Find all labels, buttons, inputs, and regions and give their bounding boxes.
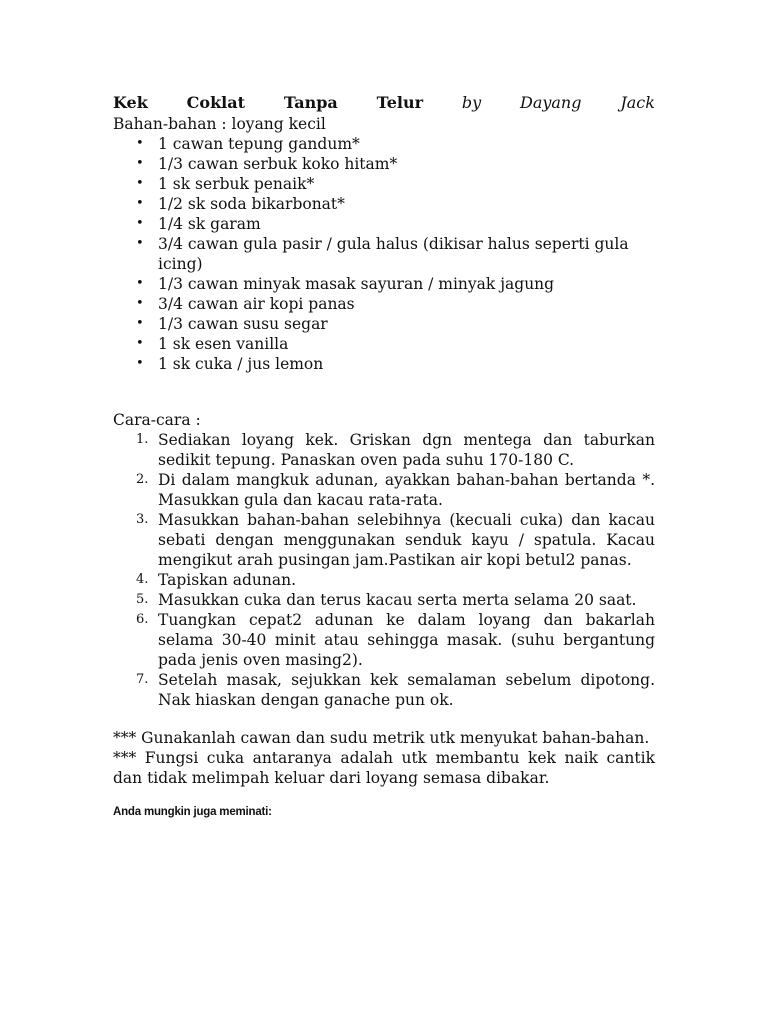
ingredient-item: • 1/3 cawan susu segar [158,314,655,334]
ingredient-list [113,134,655,374]
step-number: 4. [136,572,149,587]
ingredient-item: • 1/3 cawan serbuk koko hitam* [158,154,655,174]
related-heading: Anda mungkin juga meminati: [113,806,272,818]
author-word: Dayang [519,93,582,112]
method-step [136,590,655,610]
step-text: Setelah masak, sejukkan kek semalaman sebelum dipotong. Nak hiaskan dengan ganache pun ok. [158,671,655,709]
step-number: 7. [136,672,149,687]
recipe-document [113,92,655,788]
step-text: Tapiskan adunan. [158,571,297,589]
author-word: by [461,93,482,112]
step-number: 3. [136,512,149,527]
ingredient-item: • 3/4 cawan gula pasir / gula halus (dikisar halus seperti gula icing) [158,234,655,274]
title-word: Tanpa [283,93,338,112]
title-word: Telur [376,93,424,112]
method-step [136,570,655,590]
step-number: 5. [136,592,149,607]
method-step [136,430,655,470]
author-word: Jack [620,93,655,112]
step-text: Tuangkan cepat2 adunan ke dalam loyang dan bakarlah selama 30-40 minit atau sehingga masak. (suhu bergantung pada jenis oven masing2). [158,611,655,669]
note-line: *** Fungsi cuka antaranya adalah utk membantu kek naik cantik dan tidak melimpah keluar dari loyang semasa dibakar. [113,749,655,787]
method-step [136,670,655,710]
step-text: Masukkan bahan-bahan selebihnya (kecuali cuka) dan kacau sebati dengan menggunakan senduk kayu / spatula. Kacau mengikut arah pusingan jam.Pastikan air kopi betul2 panas. [158,511,655,569]
ingredient-item: • 1 sk esen vanilla [158,334,655,354]
method-step [136,470,655,510]
ingredient-item: • 1 sk serbuk penaik* [158,174,655,194]
step-text: Di dalam mangkuk adunan, ayakkan bahan-bahan bertanda *. Masukkan gula dan kacau rata-rata. [158,471,655,509]
step-text: Masukkan cuka dan terus kacau serta merta selama 20 saat. [158,591,637,609]
method-step-list [113,430,655,710]
section-spacer [113,374,655,410]
method-step [136,610,655,670]
note-line: *** Gunakanlah cawan dan sudu metrik utk menyukat bahan-bahan. [113,729,650,747]
step-number: 1. [136,432,149,447]
method-step [136,510,655,570]
notes-block [113,728,655,788]
ingredient-item: • 1 sk cuka / jus lemon [158,354,655,374]
method-heading: Cara-cara : [113,411,201,429]
ingredient-item: • 1 cawan tepung gandum* [158,134,655,154]
title-word: Kek [113,93,148,112]
recipe-title [113,92,655,114]
title-word: Coklat [186,93,245,112]
ingredient-item: • 1/4 sk garam [158,214,655,234]
ingredient-item: • 1/3 cawan minyak masak sayuran / minyak jagung [158,274,655,294]
step-number: 6. [136,612,149,627]
step-number: 2. [136,472,149,487]
ingredient-item: • 3/4 cawan air kopi panas [158,294,655,314]
step-text: Sediakan loyang kek. Griskan dgn mentega dan taburkan sedikit tepung. Panaskan oven pada suhu 170-180 C. [158,431,655,469]
ingredients-heading: Bahan-bahan : loyang kecil [113,115,326,133]
ingredient-item: • 1/2 sk soda bikarbonat* [158,194,655,214]
